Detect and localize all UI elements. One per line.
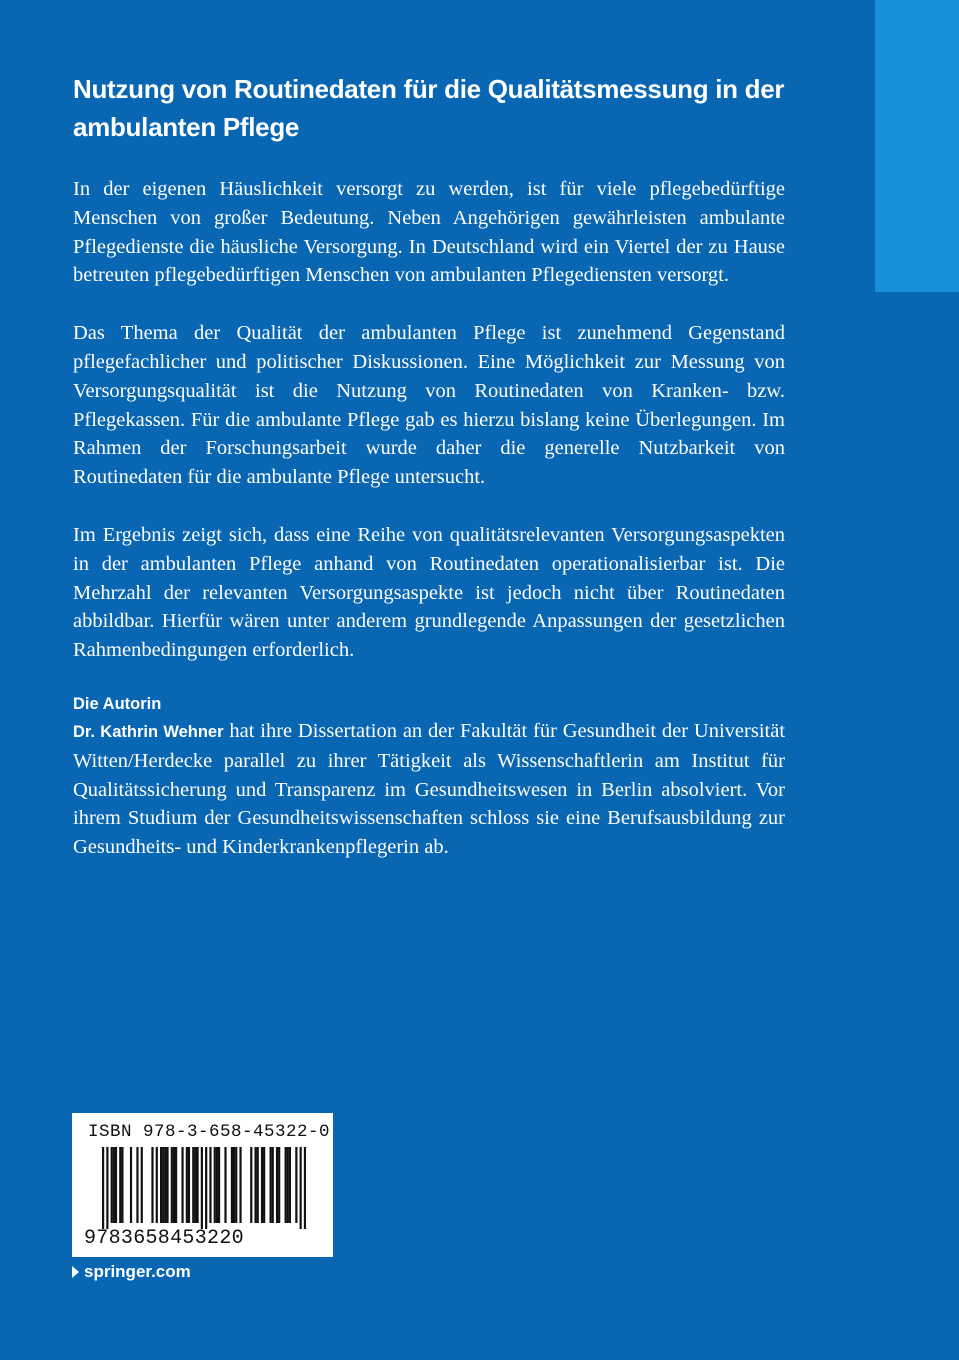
barcode-bar [192,1147,194,1223]
barcode-bar [136,1147,138,1223]
barcode-bar [164,1147,166,1223]
barcode-bar [201,1147,203,1229]
barcode-bar [181,1147,183,1223]
barcode-bar [111,1147,113,1223]
blurb-paragraph-1: In der eigenen Häuslichkeit versorgt zu werden, ist für viele pflegebedürftige Menschen von großer Bedeutung. Neben Angehörigen gewährleisten ambulante Pflegedienste die häusliche Versorgung. In Deutschland wird ein Viertel der zu Hause betreuten pflegebedürftigen Menschen von ambulanten Pflegediensten versorgt. [73,178,785,287]
barcode-bar [196,1147,198,1223]
author-bio [73,717,785,862]
barcode-bar [285,1147,287,1223]
barcode-bar [166,1147,168,1223]
barcode-bar [156,1147,158,1223]
barcode-bar [119,1147,121,1223]
barcode-bar [261,1147,263,1223]
barcode-bar [173,1147,175,1223]
arrow-right-icon [72,1266,79,1278]
blurb-paragraph-2: Das Thema der Qualität der ambulanten Pflege ist zunehmend Gegenstand pflegefachlicher und politischer Diskussionen. Eine Möglichkeit zur Messung von Versorgungsqualität ist die Nutzung von Routinedaten von Kranken- bzw. Pflegekassen. Für die ambulante Pflege gab es hierzu bislang keine Überlegungen. Im Rahmen der Forschungsarbeit wurde daher die generelle Nutzbarkeit von Routinedaten für die ambulante Pflege untersucht. [73,322,785,489]
barcode-bar [205,1147,207,1229]
author-heading: Die Autorin [73,694,162,713]
barcode-bar [239,1147,241,1223]
barcode-bar [130,1147,132,1223]
back-cover-content [73,70,785,862]
barcode-bars [102,1147,306,1229]
barcode-bar [214,1147,216,1223]
barcode-bar [102,1147,104,1229]
side-color-tab [875,0,959,292]
barcode-bar [289,1147,291,1223]
book-title: Nutzung von Routinedaten für die Qualitätsmessung in der ambulanten Pflege [73,74,785,142]
barcode-bar [300,1147,302,1229]
publisher-link[interactable] [72,1262,191,1282]
barcode-bar [295,1147,297,1223]
barcode-bar [113,1147,115,1223]
barcode-bar [162,1147,164,1223]
barcode-bar [257,1147,259,1223]
isbn-label: ISBN 978-3-658-45322-0 [88,1122,331,1142]
barcode-bar [188,1147,190,1223]
barcode-bar [272,1147,274,1223]
barcode-bar [218,1147,220,1223]
barcode-bar [276,1147,278,1223]
barcode-bar [269,1147,271,1223]
publisher-url: springer.com [84,1262,191,1281]
barcode-bar [115,1147,117,1223]
barcode-bar [186,1147,188,1223]
barcode-bar [121,1147,123,1223]
barcode-bar [160,1147,162,1223]
barcode-bar [224,1147,226,1223]
author-bio-text: hat ihre Dissertation an der Fakultät für Gesundheit der Universität Witten/Herdecke parallel zu ihrer Tätigkeit als Wissenschaftlerin am Institut für Qualitätssicherung und Transparenz im Gesundheitswesen in Berlin absolviert. Vor ihrem Studium der Gesundheitswissenschaften schloss sie eine Berufsausbildung zur Gesundheits- und Kinderkrankenpflegerin ab. [73,719,786,859]
barcode-bar [194,1147,196,1223]
barcode-bar [209,1147,211,1223]
barcode-bar [175,1147,177,1223]
blurb-paragraph-3: Im Ergebnis zeigt sich, dass eine Reihe von qualitätsrelevanten Versorgungsaspekten in der ambulanten Pflege anhand von Routinedaten operationalisierbar ist. Die Mehrzahl der relevanten Versorgungsaspekte ist jedoch nicht über Routinedaten abbildbar. Hierfür wären unter anderem grundlegende Anpassungen der gesetzlichen Rahmenbedingungen erforderlich. [73,523,785,662]
barcode-bar [235,1147,237,1223]
barcode-bar [263,1147,265,1223]
isbn-barcode [72,1113,333,1257]
barcode-bar [106,1147,108,1229]
barcode-bar [304,1147,306,1229]
barcode-bar [216,1147,218,1223]
barcode-bar [151,1147,153,1223]
ean-digits: 9783658453220 [84,1227,244,1250]
barcode-bar [254,1147,256,1223]
author-name: Dr. Kathrin Wehner [73,722,224,741]
barcode-bar [278,1147,280,1223]
barcode-bar [141,1147,143,1223]
barcode-bar [250,1147,252,1223]
barcode-bar [171,1147,173,1223]
barcode-bar [233,1147,235,1223]
barcode-bar [231,1147,233,1223]
barcode-bar [287,1147,289,1223]
